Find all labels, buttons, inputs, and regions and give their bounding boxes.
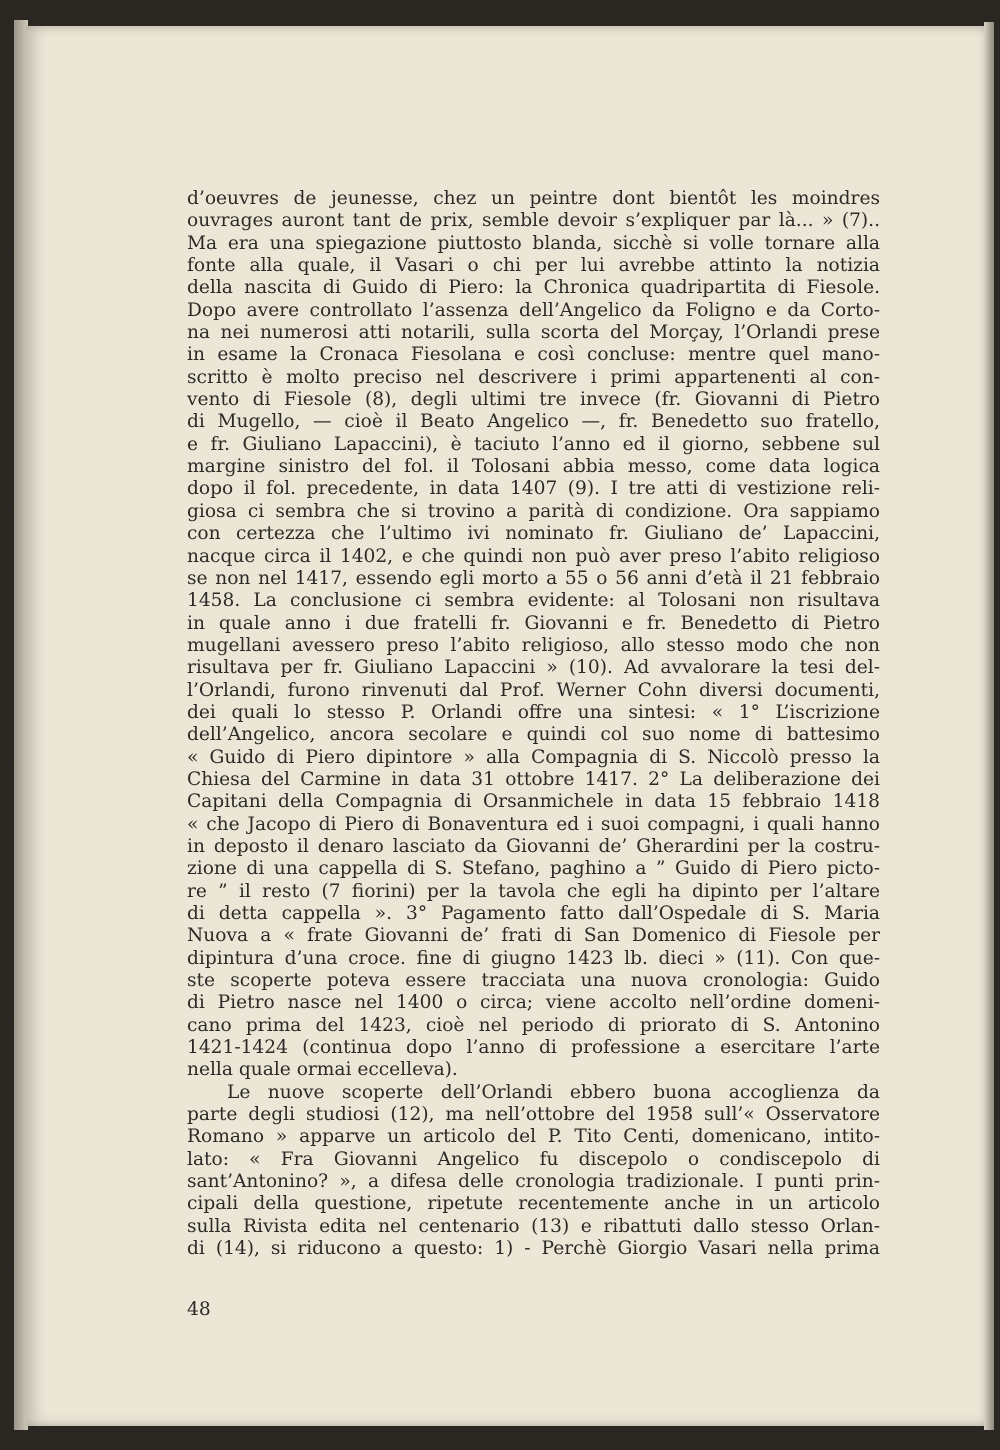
text-line: di (14), si riducono a questo: 1) - Perchè Giorgio Vasari nella prima [187,1238,880,1260]
text-line: Nuova a « frate Giovanni de’ frati di San Domenico di Fiesole per [187,925,880,947]
body-text [187,188,880,1261]
text-line: giosa ci sembra che si trovino a parità di condizione. Ora sappiamo [187,500,880,522]
text-line: ste scoperte poteva essere tracciata una nuova cronologia: Guido [187,970,880,992]
text-line: in deposto il denaro lasciato da Giovanni de’ Gherardini per la costru- [187,835,880,857]
text-line: zione di una cappella di S. Stefano, paghino a ” Guido di Piero picto- [187,858,880,880]
text-line: cano prima del 1423, cioè nel periodo di priorato di S. Antonino [187,1014,880,1036]
text-line: dell’Angelico, ancora secolare e quindi col suo nome di battesimo [187,724,880,746]
text-line: nacque circa il 1402, e che quindi non può aver preso l’abito religioso [187,545,880,567]
paragraph-end-line: nella quale ormai eccelleva). [187,1059,458,1081]
text-line: Romano » apparve un articolo del P. Tito Centi, domenicano, intito- [187,1126,880,1148]
text-line: Dopo avere controllato l’assenza dell’Angelico da Foligno e da Corto- [187,299,880,321]
text-line: se non nel 1417, essendo egli morto a 55 o 56 anni d’età il 21 febbraio [187,567,880,589]
text-line: margine sinistro del fol. il Tolosani abbia messo, come data logica [187,456,880,478]
text-line: e fr. Giuliano Lapaccini), è taciuto l’anno ed il giorno, sebbene sul [187,433,880,455]
text-line: lato: « Fra Giovanni Angelico fu discepolo o condiscepolo di [187,1148,880,1170]
text-line: fonte alla quale, il Vasari o chi per lui avrebbe attinto la notizia [187,255,880,277]
text-line: in esame la Cronaca Fiesolana e così concluse: mentre quel mano- [187,344,880,366]
text-line: scritto è molto preciso nel descrivere i primi appartenenti al con- [187,366,880,388]
text-line: di Mugello, — cioè il Beato Angelico —, fr. Benedetto suo fratello, [187,411,880,433]
text-line: con certezza che l’ultimo ivi nominato fr. Giuliano de’ Lapaccini, [187,523,880,545]
text-line: dopo il fol. precedente, in data 1407 (9). I tre atti di vestizione reli- [187,478,880,500]
text-line: sant’Antonino? », a difesa delle cronologia tradizionale. I punti prin- [187,1171,880,1193]
text-line: vento di Fiesole (8), degli ultimi tre invece (fr. Giovanni di Pietro [187,389,880,411]
paragraph-start-line: Le nuove scoperte dell’Orlandi ebbero buona accoglienza da [227,1081,880,1103]
page-number: 48 [187,1299,211,1320]
text-line: 1421-1424 (continua dopo l’anno di professione a esercitare l’arte [187,1037,880,1059]
text-line: Chiesa del Carmine in data 31 ottobre 1417. 2° La deliberazione dei [187,768,880,790]
text-line: di detta cappella ». 3° Pagamento fatto dall’Ospedale di S. Maria [187,903,880,924]
text-line: d’oeuvres de jeunesse, chez un peintre dont bientôt les moindres [187,188,880,209]
text-line: della nascita di Guido di Piero: la Chronica quadripartita di Fiesole. [187,277,880,299]
text-line: risultava per fr. Giuliano Lapaccini » (10). Ad avvalorare la tesi del- [187,657,880,679]
page-stack-right-edge [984,22,994,1430]
text-line: Ma era una spiegazione piuttosto blanda, sicchè si volle tornare alla [187,232,880,254]
text-line: cipali della questione, ripetute recentemente anche in un articolo [187,1193,880,1215]
text-line: ouvrages auront tant de prix, semble devoir s’expliquer par là... » (7).. [187,210,880,232]
text-line: « che Jacopo di Piero di Bonaventura ed i suoi compagni, i quali hanno [187,813,880,835]
text-line: 1458. La conclusione ci sembra evidente: al Tolosani non risultava [187,590,880,612]
text-line: sulla Rivista edita nel centenario (13) e ribattuti dallo stesso Orlan- [187,1215,880,1237]
text-line: in quale anno i due fratelli fr. Giovanni e fr. Benedetto di Pietro [187,612,880,634]
text-line: dipintura d’una croce. fine di giugno 1423 lb. dieci » (11). Con que- [187,947,880,969]
text-line: Capitani della Compagnia di Orsanmichele in data 15 febbraio 1418 [187,791,880,813]
text-line: mugellani avessero preso l’abito religioso, allo stesso modo che non [187,634,880,656]
text-line: l’Orlandi, furono rinvenuti dal Prof. Werner Cohn diversi documenti, [187,679,880,701]
text-line: « Guido di Piero dipintore » alla Compagnia di S. Niccolò presso la [187,746,880,768]
text-line: parte degli studiosi (12), ma nell’ottobre del 1958 sull’« Osservatore [187,1104,880,1126]
text-line: dei quali lo stesso P. Orlandi offre una sintesi: « 1° L’iscrizione [187,701,880,723]
text-line: na nei numerosi atti notarili, sulla scorta del Morçay, l’Orlandi prese [187,322,880,344]
text-line: di Pietro nasce nel 1400 o circa; viene accolto nell’ordine domeni- [187,992,880,1014]
text-line: re ” il resto (7 fiorini) per la tavola che egli ha dipinto per l’altare [187,880,880,902]
